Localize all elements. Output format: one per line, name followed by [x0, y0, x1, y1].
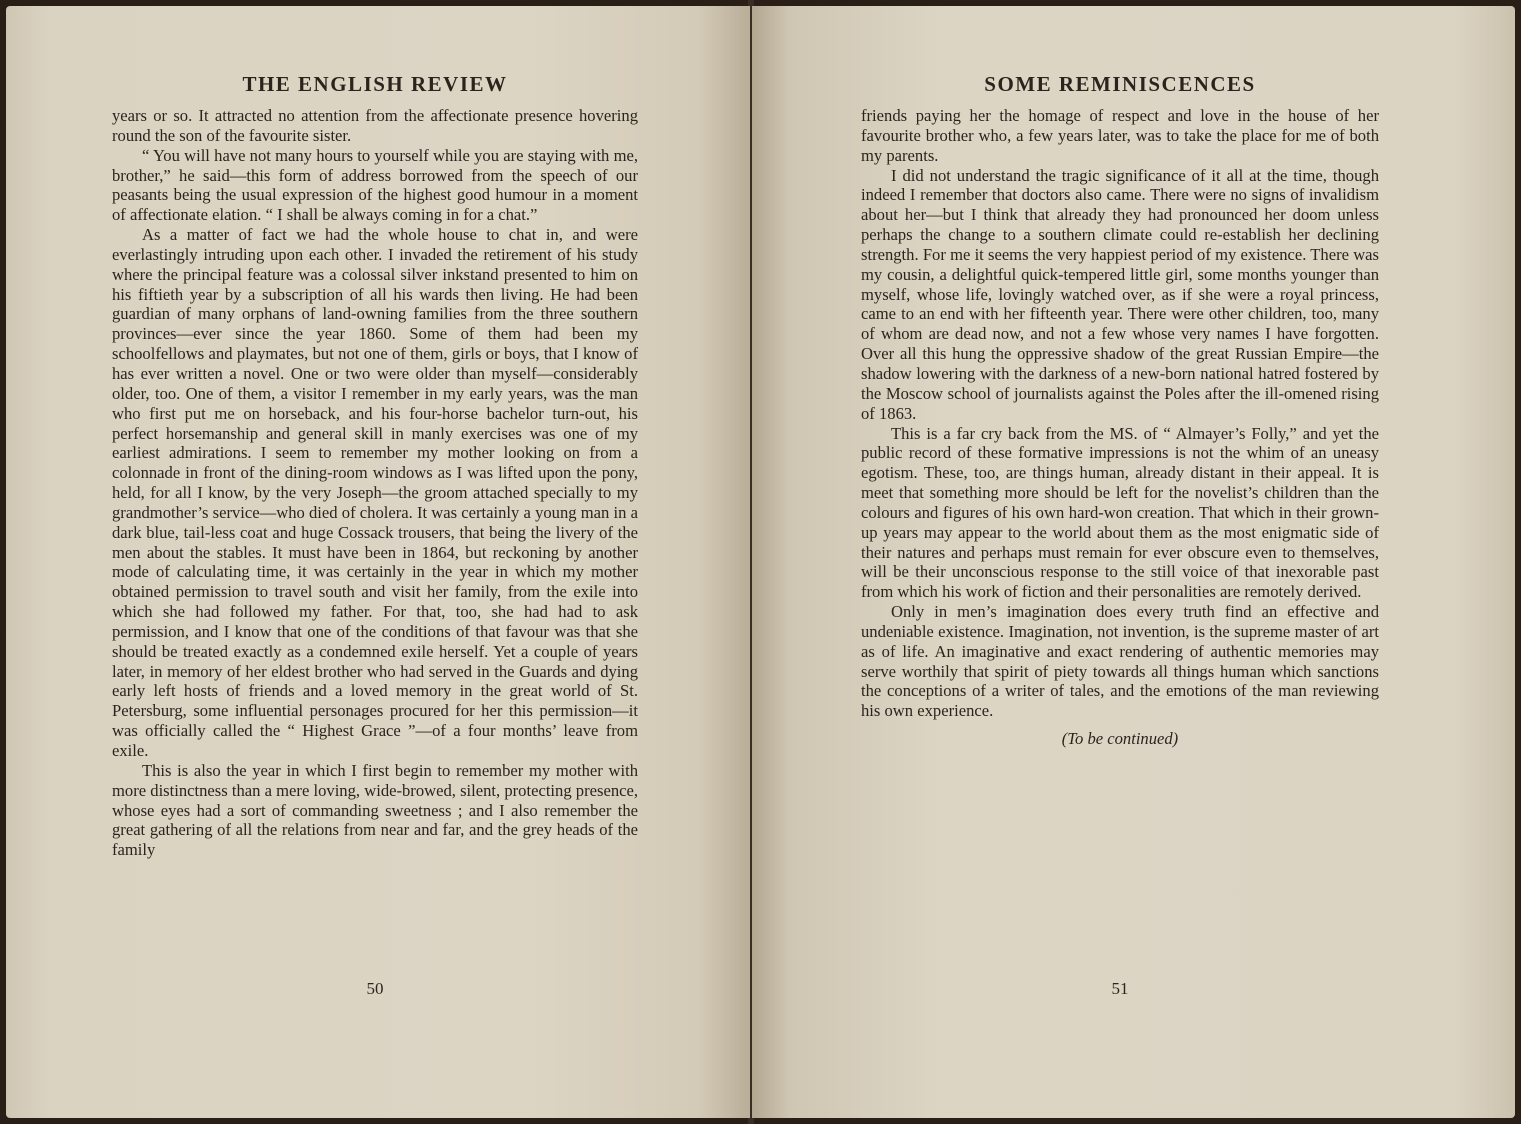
paragraph: I did not understand the tragic significance of it all at the time, though indeed I remember that doctors also came. There were no signs of invalidism about her—but I think that already they had pronounced her doom unless perhaps the change to a southern climate could re-establish her declining strength. For me it seems the very happiest period of my existence. There was my cousin, a delightful quick-tempered little girl, some months younger than myself, whose life, lovingly watched over, as if she were a royal princess, came to an end with her fifteenth year. There were other children, too, many of whom are dead now, and not a few whose very names I have forgotten. Over all this hung the oppressive shadow of the great Russian Empire—the shadow lowering with the darkness of a new-born national hatred fostered by the Moscow school of journalists against the Poles after the ill-omened rising of 1863.	[861, 165, 1379, 423]
left-page	[6, 6, 750, 1118]
right-page-text	[861, 106, 1379, 749]
paragraph: years or so. It attracted no attention from the affectionate presence hovering round the son of the favourite sister.	[112, 106, 638, 145]
paragraph: “ You will have not many hours to yourself while you are staying with me, brother,” he said—this form of address borrowed from the speech of our peasants being the usual expression of the highest good humour in a moment of affectionate elation. “ I shall be always coming in for a chat.”	[112, 145, 638, 225]
right-page-number: 51	[1111, 979, 1129, 998]
right-running-head: SOME REMINISCENCES	[984, 72, 1256, 96]
left-running-head: THE ENGLISH REVIEW	[242, 72, 508, 96]
paragraph: This is also the year in which I first begin to remember my mother with more distinctness than a mere loving, wide-browed, silent, protecting presence, whose eyes had a sort of commanding sweetness ; and I also remember the great gathering of all the relations from near and far, and the grey heads of the family	[112, 760, 638, 860]
left-page-number: 50	[366, 979, 384, 998]
right-page	[752, 6, 1515, 1118]
paragraph: Only in men’s imagination does every truth find an effective and undeniable existence. Imagination, not invention, is the supreme master of art as of life. An imaginative and exact rendering of authentic memories may serve worthily that spirit of piety towards all things human which sanctions the conceptions of a writer of tales, and the emotions of the man reviewing his own experience.	[861, 602, 1379, 721]
to-be-continued-note: (To be continued)	[1061, 729, 1179, 749]
paragraph: This is a far cry back from the MS. of “ Almayer’s Folly,” and yet the public record of these formative impressions is not the whim of an uneasy egotism. These, too, are things human, already distant in their appeal. It is meet that something more should be left for the novelist’s children than the colours and figures of his own hard-won creation. That which in their grown-up years may appear to the world about them as the most enigmatic side of their natures and perhaps must remain for ever obscure even to themselves, will be their unconscious response to the still voice of that inexorable past from which his work of fiction and their personalities are remotely derived.	[861, 423, 1379, 602]
paragraph: friends paying her the homage of respect and love in the house of her favourite brother who, a few years later, was to take the place for me of both my parents.	[861, 106, 1379, 165]
left-page-text	[112, 106, 638, 860]
paragraph: As a matter of fact we had the whole house to chat in, and were everlastingly intruding upon each other. I invaded the retirement of his study where the principal feature was a colossal silver inkstand presented to him on his fiftieth year by a subscription of all his wards then living. He had been guardian of many orphans of land-owning families from the three southern provinces—ever since the year 1860. Some of them had been my schoolfellows and playmates, but not one of them, girls or boys, that I know of has ever written a novel. One or two were older than myself—considerably older, too. One of them, a visitor I remember in my early years, was the man who first put me on horseback, and his four-horse bachelor turn-out, his perfect horsemanship and general skill in manly exercises was one of my earliest admirations. I seem to remember my mother looking on from a colonnade in front of the dining-room windows as I was lifted upon the pony, held, for all I know, by the very Joseph—the groom attached specially to my grandmother’s service—who died of cholera. It was certainly a young man in a dark blue, tail-less coat and huge Cossack trousers, that being the livery of the men about the stables. It must have been in 1864, but reckoning by another mode of calculating time, it was certainly in the year in which my mother obtained permission to travel south and visit her family, from the exile into which she had followed my father. For that, too, she had had to ask permission, and I know that one of the conditions of that favour was that she should be treated exactly as a condemned exile herself. Yet a couple of years later, in memory of her eldest brother who had served in the Guards and dying early left hosts of friends and a loved memory in the great world of St. Petersburg, some influential personages procured for her this permission—it was officially called the “ Highest Grace ”—of a four months’ leave from exile.	[112, 225, 638, 760]
